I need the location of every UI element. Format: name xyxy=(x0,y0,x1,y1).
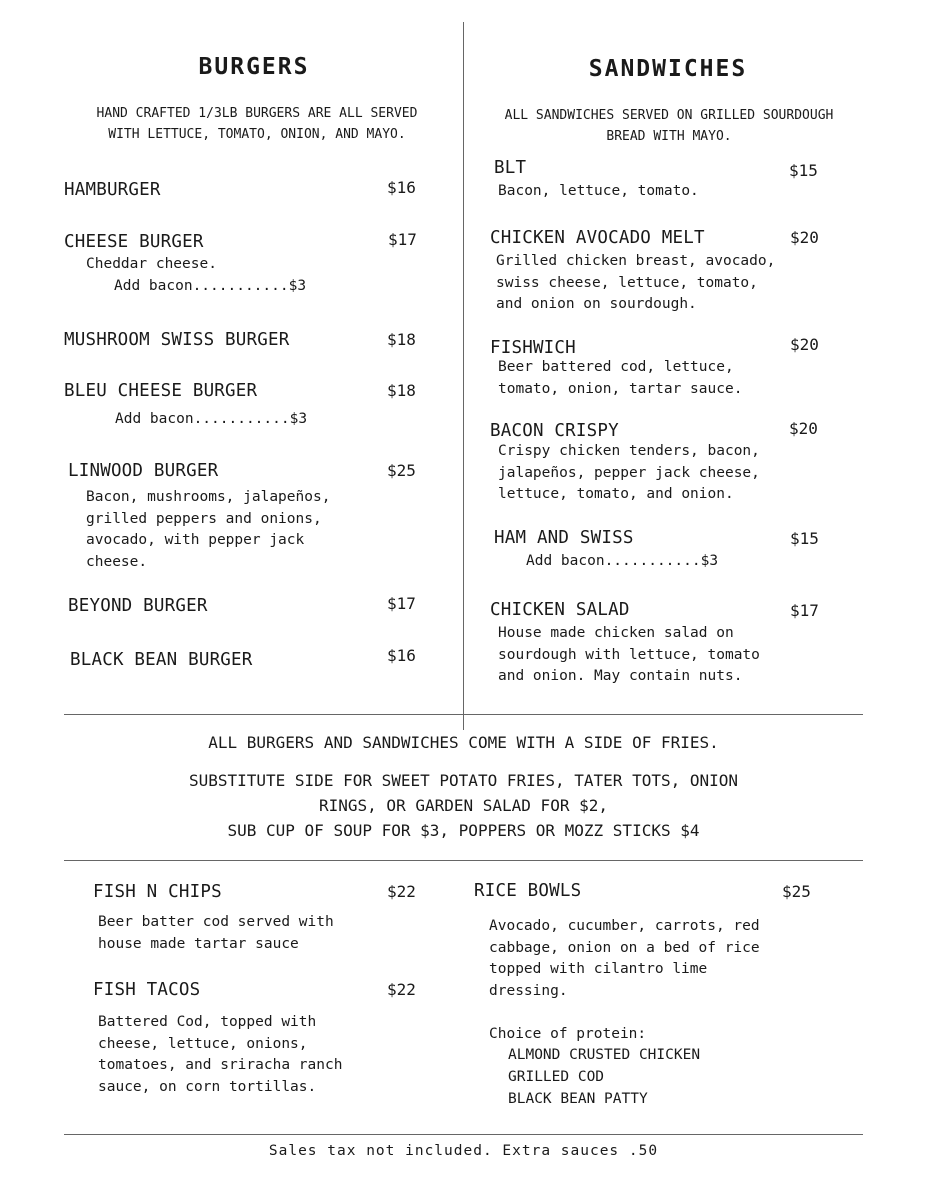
menu-item-hamburger: HAMBURGER xyxy=(64,180,161,200)
substitute-note: SUBSTITUTE SIDE FOR SWEET POTATO FRIES, TATER TOTS, ONION RINGS, OR GARDEN SALAD FOR $2, SUB CUP OF SOUP FOR $3, POPPERS OR MOZZ STICKS $4 xyxy=(188,771,739,840)
protein-option: BLACK BEAN PATTY xyxy=(508,1091,648,1107)
menu-item-bleu-cheese-burger: BLEU CHEESE BURGER xyxy=(64,381,258,401)
menu-item-chicken-salad: CHICKEN SALAD xyxy=(490,600,630,620)
menu-item-linwood-burger: LINWOOD BURGER xyxy=(68,461,219,481)
price-bleu-cheese-burger: $18 xyxy=(387,381,416,400)
price-beyond-burger: $17 xyxy=(387,594,416,613)
menu-item-blt: BLT xyxy=(494,158,527,178)
price-ham-and-swiss: $15 xyxy=(790,529,819,548)
price-blt: $15 xyxy=(789,161,818,180)
divider-middle xyxy=(64,860,863,861)
desc-linwood-burger: Bacon, mushrooms, jalapeños, grilled peppers and onions, avocado, with pepper jack cheese. xyxy=(86,489,331,571)
price-fishwich: $20 xyxy=(790,335,819,354)
burgers-title: BURGERS xyxy=(198,54,310,80)
sandwiches-intro: ALL SANDWICHES SERVED ON GRILLED SOURDOUGH BREAD WITH MAYO. xyxy=(504,108,834,144)
menu-item-rice-bowls: RICE BOWLS xyxy=(474,881,582,901)
desc-bacon-crispy: Crispy chicken tenders, bacon, jalapeños, pepper jack cheese, lettuce, tomato, and onion. xyxy=(498,443,760,503)
menu-item-chicken-avocado-melt: CHICKEN AVOCADO MELT xyxy=(490,228,705,248)
desc-cheese-burger: Cheddar cheese. xyxy=(86,256,217,272)
price-linwood-burger: $25 xyxy=(387,461,416,480)
desc-fishwich: Beer battered cod, lettuce, tomato, onion, tartar sauce. xyxy=(498,359,743,397)
desc-fish-n-chips: Beer batter cod served with house made tartar sauce xyxy=(98,914,334,952)
column-divider xyxy=(463,22,464,730)
menu-item-mushroom-swiss-burger: MUSHROOM SWISS BURGER xyxy=(64,330,290,350)
menu-item-cheese-burger: CHEESE BURGER xyxy=(64,232,204,252)
desc-fish-tacos: Battered Cod, topped with cheese, lettuce, onions, tomatoes, and sriracha ranch sauce, on corn tortillas. xyxy=(98,1014,343,1096)
menu-item-bacon-crispy: BACON CRISPY xyxy=(490,421,619,441)
menu-item-beyond-burger: BEYOND BURGER xyxy=(68,596,208,616)
price-hamburger: $16 xyxy=(387,178,416,197)
desc-rice-bowls: Avocado, cucumber, carrots, red cabbage, onion on a bed of rice topped with cilantro lime dressing. xyxy=(489,918,760,1000)
addon-ham-and-swiss: Add bacon...........$3 xyxy=(526,553,719,569)
protein-label: Choice of protein: xyxy=(489,1026,647,1042)
desc-chicken-avocado-melt: Grilled chicken breast, avocado, swiss cheese, lettuce, tomato, and onion on sourdough. xyxy=(496,253,776,313)
price-chicken-avocado-melt: $20 xyxy=(790,228,819,247)
menu-item-fish-n-chips: FISH N CHIPS xyxy=(93,882,222,902)
divider-top xyxy=(64,714,863,715)
menu-item-ham-and-swiss: HAM AND SWISS xyxy=(494,528,634,548)
price-fish-n-chips: $22 xyxy=(387,882,416,901)
price-chicken-salad: $17 xyxy=(790,601,819,620)
price-mushroom-swiss-burger: $18 xyxy=(387,330,416,349)
desc-chicken-salad: House made chicken salad on sourdough with lettuce, tomato and onion. May contain nuts. xyxy=(498,625,760,685)
footer-note: Sales tax not included. Extra sauces .50 xyxy=(268,1143,659,1159)
addon-cheese-burger: Add bacon...........$3 xyxy=(114,278,307,294)
sandwiches-title: SANDWICHES xyxy=(588,56,748,82)
sides-note: ALL BURGERS AND SANDWICHES COME WITH A SIDE OF FRIES. xyxy=(208,733,719,752)
divider-bottom xyxy=(64,1134,863,1135)
price-black-bean-burger: $16 xyxy=(387,646,416,665)
price-bacon-crispy: $20 xyxy=(789,419,818,438)
menu-item-fishwich: FISHWICH xyxy=(490,338,576,358)
protein-option: GRILLED COD xyxy=(508,1069,605,1085)
desc-blt: Bacon, lettuce, tomato. xyxy=(498,183,699,199)
protein-option: ALMOND CRUSTED CHICKEN xyxy=(508,1047,701,1063)
addon-bleu-cheese-burger: Add bacon...........$3 xyxy=(115,411,308,427)
price-rice-bowls: $25 xyxy=(782,882,811,901)
burgers-intro: HAND CRAFTED 1/3LB BURGERS ARE ALL SERVED WITH LETTUCE, TOMATO, ONION, AND MAYO. xyxy=(96,106,418,142)
price-fish-tacos: $22 xyxy=(387,980,416,999)
menu-item-black-bean-burger: BLACK BEAN BURGER xyxy=(70,650,253,670)
menu-item-fish-tacos: FISH TACOS xyxy=(93,980,201,1000)
price-cheese-burger: $17 xyxy=(388,230,417,249)
